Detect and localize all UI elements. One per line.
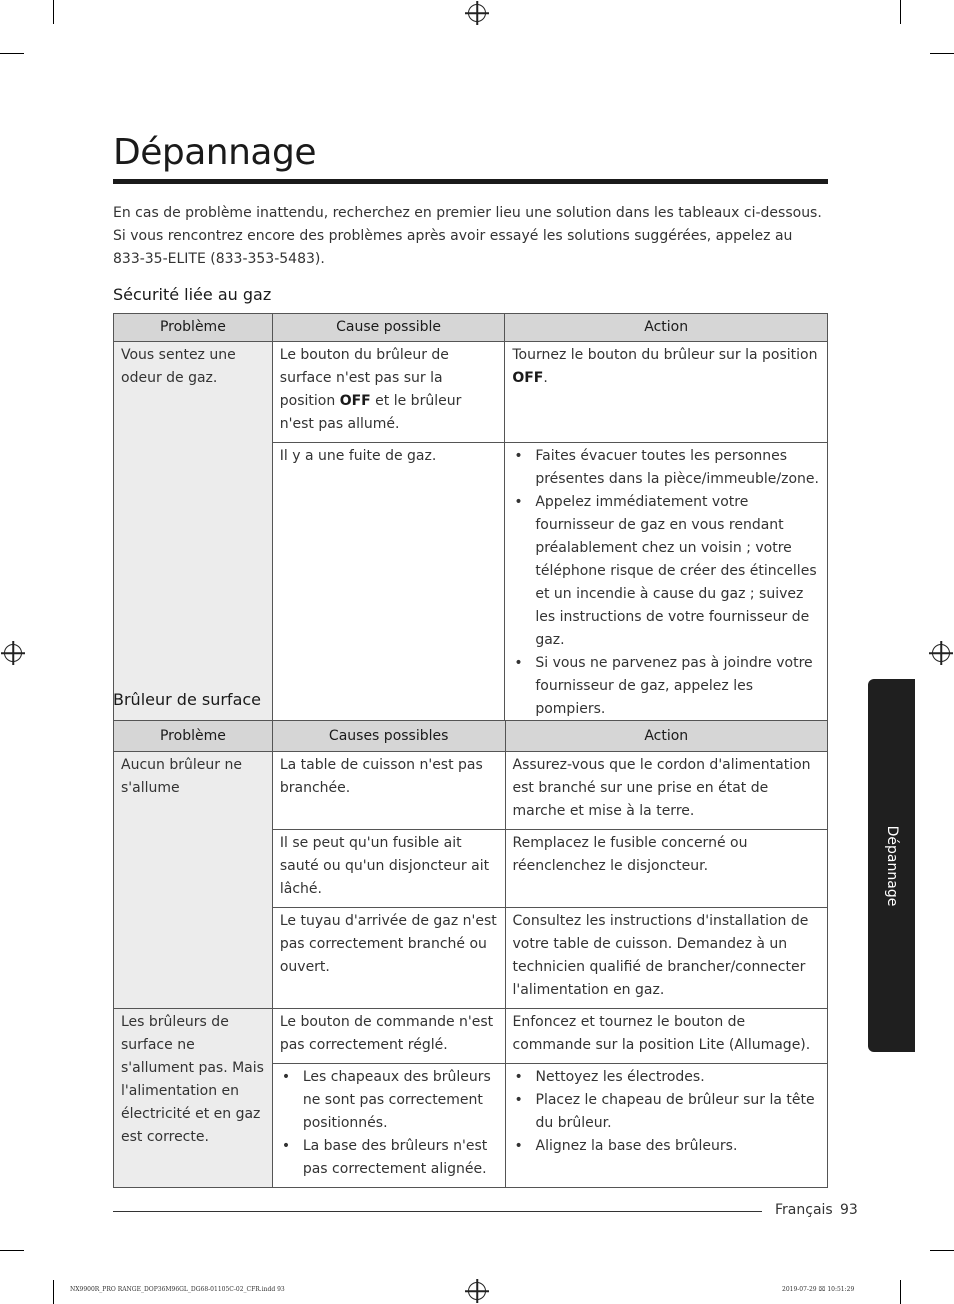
registration-mark-icon (932, 644, 950, 662)
cause-cell: Il y a une fuite de gaz. (272, 443, 505, 728)
cause-text: et le brûleur n'est pas allumé. (279, 393, 462, 432)
table-header-row (114, 721, 828, 752)
gas-safety-table (113, 313, 828, 728)
registration-mark-icon (468, 1282, 486, 1300)
cause-cell: Le bouton de commande n'est pas correctement réglé. (272, 1009, 505, 1064)
column-header: Causes possibles (272, 721, 505, 752)
cause-cell (272, 342, 505, 443)
problem-cell: Les brûleurs de surface ne s'allument pas. Mais l'alimentation en électricité et en gaz est correcte. (114, 1009, 273, 1188)
table-row (114, 752, 828, 830)
problem-cell: Aucun brûleur ne s'allume (114, 752, 273, 1009)
page-title: Dépannage (113, 132, 316, 173)
action-list (512, 445, 820, 721)
action-cell: Remplacez le fusible concerné ou réenclenchez le disjoncteur. (505, 830, 827, 908)
crop-mark (900, 0, 901, 24)
crop-mark (930, 53, 954, 54)
footer-page-number: 93 (840, 1202, 858, 1218)
problem-cell: Vous sentez une odeur de gaz. (114, 342, 273, 728)
print-slug-file: NX9900R_PRO RANGE_DOP36M96GL_DG68-01105C-02_CFR.indd 93 (70, 1286, 285, 1293)
crop-mark (0, 1250, 24, 1251)
action-item: • Nettoyez les électrodes. (513, 1066, 820, 1089)
action-list (513, 1066, 820, 1158)
action-cell: Consultez les instructions d'installation de votre table de cuisson. Demandez à un technicien qualifié de brancher/connecter l'alimentation en gaz. (505, 908, 827, 1009)
action-text: . (543, 370, 548, 386)
crop-mark (53, 0, 54, 24)
table-row (114, 342, 828, 443)
cause-cell: La table de cuisson n'est pas branchée. (272, 752, 505, 830)
intro-line: En cas de problème inattendu, recherchez en premier lieu une solution dans les tableaux ci-dessous. (113, 205, 822, 221)
action-item: • Faites évacuer toutes les personnes présentes dans la pièce/immeuble/zone. (512, 445, 820, 491)
column-header: Problème (114, 314, 273, 342)
action-item: • Appelez immédiatement votre fournisseur de gaz en vous rendant préalablement chez un voisin ; votre téléphone risque de créer des étincelles et un incendie à cause du gaz ; suivez les instructions de votre fournisseur de gaz. (512, 491, 820, 652)
off-position-label: OFF (512, 370, 544, 386)
action-item: • Si vous ne parvenez pas à joindre votre fournisseur de gaz, appelez les pompiers. (512, 652, 820, 721)
action-cell: Assurez-vous que le cordon d'alimentation est branché sur une prise en état de marche et mise à la terre. (505, 752, 827, 830)
crop-mark (53, 1280, 54, 1304)
registration-mark-icon (4, 644, 22, 662)
section-title-gas-safety: Sécurité liée au gaz (113, 285, 272, 304)
column-header: Action (505, 721, 827, 752)
footer-rule (113, 1211, 762, 1212)
action-item: • Placez le chapeau de brûleur sur la tête du brûleur. (513, 1089, 820, 1135)
cause-cell: Le tuyau d'arrivée de gaz n'est pas correctement branché ou ouvert. (272, 908, 505, 1009)
action-cell (505, 443, 828, 728)
registration-mark-icon (468, 4, 486, 22)
intro-text (113, 202, 828, 271)
action-cell: Enfoncez et tournez le bouton de commande sur la position Lite (Allumage). (505, 1009, 827, 1064)
action-item: • Alignez la base des brûleurs. (513, 1135, 820, 1158)
action-cell (505, 1064, 827, 1188)
off-position-label: OFF (339, 393, 371, 409)
surface-burner-table (113, 720, 828, 1188)
cause-list (280, 1066, 498, 1181)
title-rule (113, 179, 828, 184)
cause-item: • Les chapeaux des brûleurs ne sont pas correctement positionnés. (280, 1066, 498, 1135)
column-header: Cause possible (272, 314, 505, 342)
cause-cell: Il se peut qu'un fusible ait sauté ou qu'un disjoncteur ait lâché. (272, 830, 505, 908)
table-row (114, 1009, 828, 1064)
column-header: Action (505, 314, 828, 342)
cause-item: • La base des brûleurs n'est pas correctement alignée. (280, 1135, 498, 1181)
table-header-row (114, 314, 828, 342)
crop-mark (0, 53, 24, 54)
cause-text: Le bouton du brûleur de surface n'est pas sur la position (279, 347, 449, 409)
crop-mark (900, 1280, 901, 1304)
column-header: Problème (114, 721, 273, 752)
section-title-surface-burner: Brûleur de surface (113, 690, 262, 709)
chapter-side-tab-label: Dépannage (883, 825, 900, 906)
cause-cell (272, 1064, 505, 1188)
crop-mark (930, 1250, 954, 1251)
action-text: Tournez le bouton du brûleur sur la position (512, 347, 818, 363)
print-slug-date: 2019-07-29 ⌧ 10:51:29 (782, 1286, 855, 1293)
intro-line: Si vous rencontrez encore des problèmes après avoir essayé les solutions suggérées, appelez au 833-35-ELITE (833-353-5483). (113, 228, 793, 267)
action-cell (505, 342, 828, 443)
footer-language: Français (775, 1202, 833, 1218)
chapter-side-tab (868, 679, 915, 1052)
